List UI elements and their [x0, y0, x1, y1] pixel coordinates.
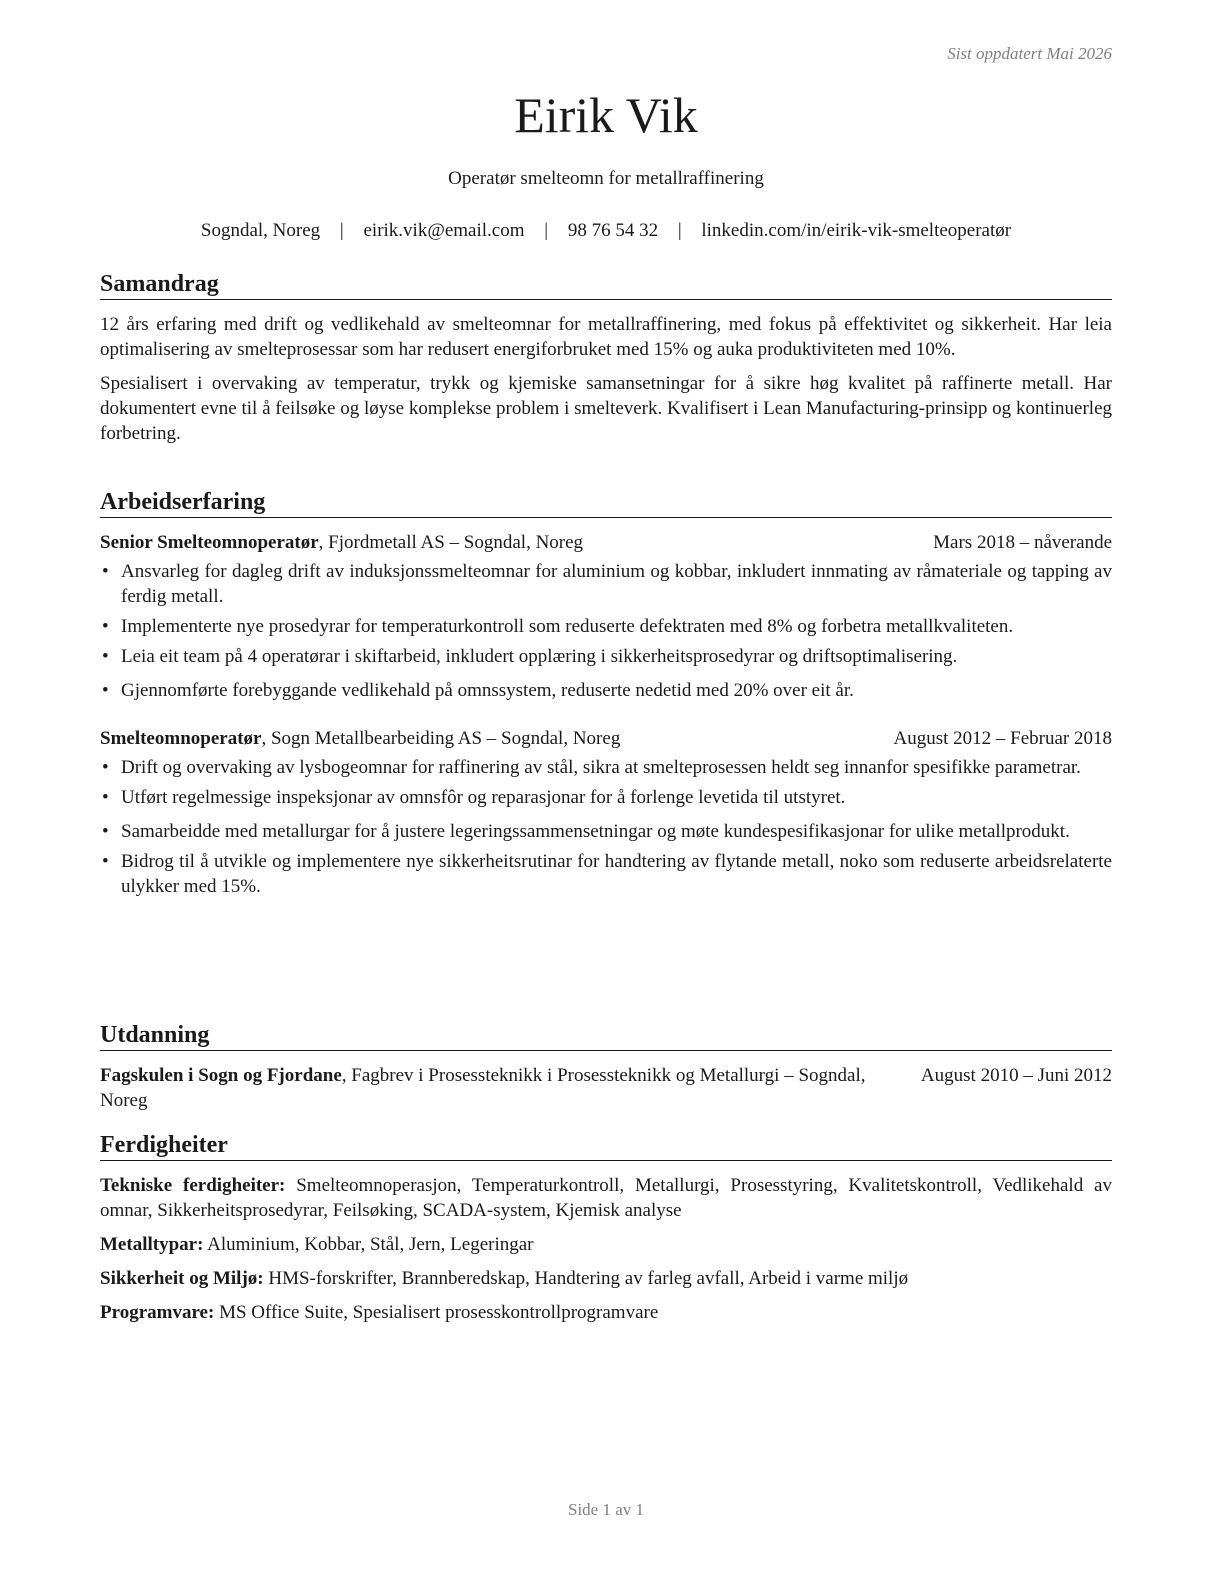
skill-value: Aluminium, Kobbar, Stål, Jern, Legeringar [203, 1234, 534, 1255]
section-title-skills: Ferdigheiter [100, 1130, 1112, 1161]
skill-value: HMS-forskrifter, Brannberedskap, Handtering av farleg avfall, Arbeid i varme miljø [263, 1268, 909, 1289]
skill-row [100, 1173, 1112, 1223]
skill-label: Metalltypar: [100, 1234, 204, 1255]
skill-value: MS Office Suite, Spesialisert prosesskontrollprogramvare [214, 1302, 659, 1323]
job-bullets [100, 559, 1112, 703]
skill-row [100, 1232, 1112, 1257]
contact-email[interactable]: eirik.vik@email.com [363, 220, 525, 241]
job-bullet: • Gjennomførte forebyggande vedlikehald på omnssystem, reduserte nedetid med 20% over eit år. [100, 678, 1112, 703]
job-dates: Mars 2018 – nåverande [933, 532, 1112, 553]
contact-separator: | [544, 220, 549, 241]
skill-label: Tekniske ferdigheiter: [100, 1175, 286, 1196]
education-dates: August 2010 – Juni 2012 [920, 1065, 1112, 1086]
education-school: Fagskulen i Sogn og Fjordane [100, 1065, 342, 1086]
contact-location: Sogndal, Noreg [200, 220, 321, 241]
job-header [100, 530, 1112, 555]
job-bullet: • Bidrog til å utvikle og implementere nye sikkerheitsrutinar for handtering av flytande metall, noko som reduserte arbeidsrelaterte ulykker med 15%. [100, 849, 1112, 899]
skill-row [100, 1266, 1112, 1291]
skill-label: Sikkerheit og Miljø: [100, 1268, 264, 1289]
education-section [100, 1020, 1112, 1117]
page-number: Side 1 av 1 [567, 1500, 645, 1519]
job-dates: August 2012 – Februar 2018 [893, 728, 1112, 749]
skill-label: Programvare: [100, 1302, 215, 1323]
job-company: , Fjordmetall AS – Sogndal, Noreg [318, 532, 584, 553]
summary-section [100, 269, 1112, 455]
candidate-name: Eirik Vik [514, 87, 698, 143]
contact-phone: 98 76 54 32 [567, 220, 659, 241]
section-title-education: Utdanning [100, 1020, 1112, 1051]
job-bullet: • Ansvarleg for dagleg drift av induksjonssmelteomnar for aluminium og kobbar, inkludert innmating av råmateriale og tapping av ferdig metall. [100, 559, 1112, 609]
last-updated: Sist oppdatert Mai 2026 [947, 44, 1112, 63]
job-header [100, 726, 1112, 751]
job-bullet: • Leia eit team på 4 operatørar i skiftarbeid, inkludert opplæring i sikkerheitsprosedyrar og driftsoptimalisering. [100, 644, 1112, 669]
job-bullet: • Implementerte nye prosedyrar for temperaturkontroll som reduserte defektraten med 8% og forbetra metallkvaliteten. [100, 614, 1112, 639]
experience-section [100, 487, 1112, 904]
job-company: , Sogn Metallbearbeiding AS – Sogndal, Noreg [261, 728, 621, 749]
job-bullet: • Samarbeidde med metallurgar for å justere legeringssammensetningar og møte kundespesifikasjonar for ulike metallprodukt. [100, 819, 1112, 844]
contact-line [100, 218, 1112, 244]
section-title-summary: Samandrag [100, 269, 1112, 300]
education-entry [100, 1063, 1112, 1113]
section-title-experience: Arbeidserfaring [100, 487, 1112, 518]
summary-paragraph: Spesialisert i overvaking av temperatur, trykk og kjemiske samansetningar for å sikre høg kvalitet på raffinerte metall. Har dokumentert evne til å feilsøke og løyse komplekse problem i smelteverk. Kvalifisert i Lean Manufacturing-prinsipp og kontinuerleg forbetring. [100, 373, 1112, 444]
job-role: Senior Smelteomnoperatør [100, 532, 319, 553]
job-entry [100, 530, 1112, 703]
contact-linkedin[interactable]: linkedin.com/in/eirik-vik-smelteoperatør [701, 220, 1012, 241]
job-role: Smelteomnoperatør [100, 728, 262, 749]
job-bullets [100, 755, 1112, 899]
job-title: Operatør smelteomn for metallraffinering [448, 168, 764, 189]
job-bullet: • Utført regelmessige inspeksjonar av omnsfôr og reparasjonar for å forlenge levetida til utstyret. [100, 785, 1112, 810]
contact-separator: | [339, 220, 344, 241]
job-entry [100, 726, 1112, 899]
education-degree: , Fagbrev i Prosessteknikk i Prosessteknikk og Metallurgi – Sogndal, Noreg [100, 1065, 866, 1111]
skill-row [100, 1300, 1112, 1325]
skills-section [100, 1130, 1112, 1334]
job-bullet: • Drift og overvaking av lysbogeomnar for raffinering av stål, sikra at smelteprosessen heldt seg innanfor spesifikke parametrar. [100, 755, 1112, 780]
skill-value: Smelteomnoperasjon, Temperaturkontroll, Metallurgi, Prosesstyring, Kvalitetskontroll, Vedlikehald av omnar, Sikkerheitsprosedyrar, Feilsøking, SCADA-system, Kjemisk analyse [100, 1175, 1112, 1221]
contact-separator: | [677, 220, 682, 241]
summary-paragraph: 12 års erfaring med drift og vedlikehald av smelteomnar for metallraffinering, med fokus på effektivitet og sikkerheit. Har leia optimalisering av smelteprosessar som har redusert energiforbruket med 15% og auka produktiviteten med 10%. [100, 314, 1112, 360]
